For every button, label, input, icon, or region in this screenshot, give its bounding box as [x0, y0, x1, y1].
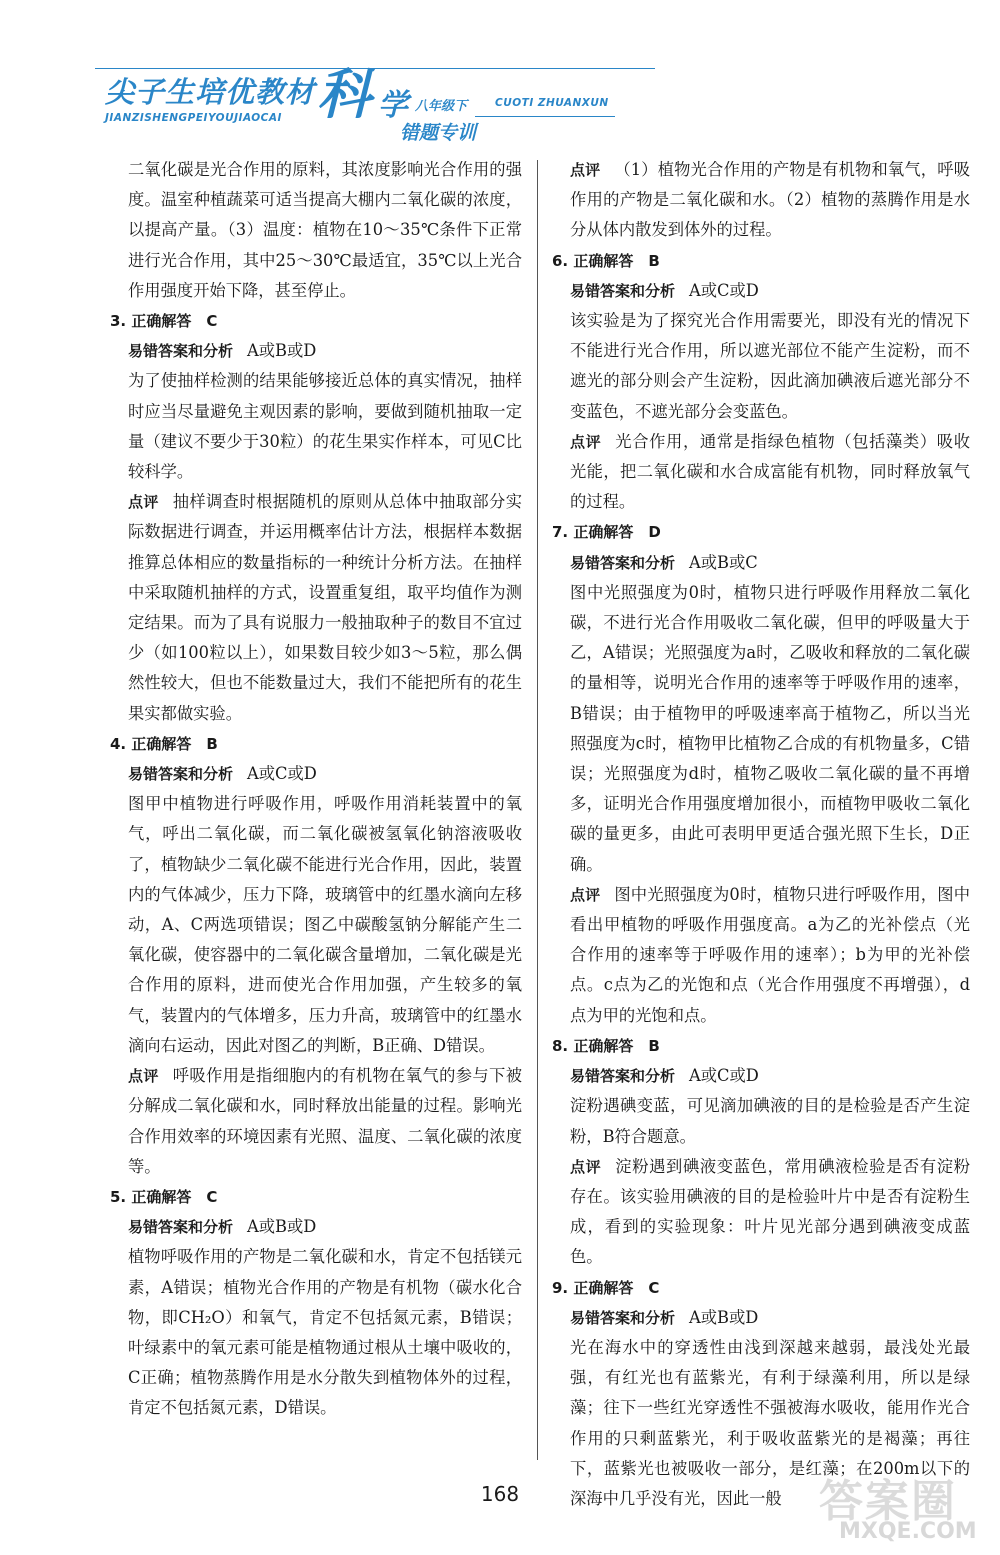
answer-value: B	[648, 1036, 660, 1055]
paragraph-label: 点评	[570, 161, 601, 179]
paragraph-text: A或C或D	[689, 280, 759, 300]
question-heading	[110, 1182, 522, 1212]
paragraph-label: 易错答案和分析	[570, 1067, 676, 1086]
book-header	[95, 50, 655, 145]
question-number: 7.	[552, 523, 569, 542]
grade-label: 八年级下	[415, 99, 468, 114]
explanation-paragraph: 植物呼吸作用的产物是二氧化碳和水，肯定不包括镁元素，A错误；植物光合作用的产物是有机物（碳水化合物，即CH₂O）和氧气，肯定不包括氮元素，B错误；叶绿素中的氧元素可能是植物通过根从土壤中吸收的，C正确；植物蒸腾作用是水分散失到植物体外的过程，肯定不包括氮元素，D错误。	[128, 1247, 522, 1418]
question-number: 9.	[552, 1278, 569, 1297]
paragraph-label: 易错答案和分析	[570, 1308, 676, 1327]
explanation-paragraph: 图甲中植物进行呼吸作用，呼吸作用消耗装置中的氧气，呼出二氧化碳，而二氧化碳被氢氧化钠溶液吸收了，植物缺少二氧化碳不能进行光合作用，因此，装置内的气体减少，压力下降，玻璃管中的红墨水滴向左移动，A、C两选项错误；图乙中碳酸氢钠分解能产生二氧化碳，使容器中的二氧化碳含量增加，二氧化碳是光合作用的原料，进而使光合作用加强，产生较多的氧气，装置内的气体增多，压力升高，玻璃管中的红墨水滴向右运动，因此对图乙的判断，B正确、D错误。	[128, 794, 522, 1055]
right-column	[552, 155, 970, 1514]
question-number: 6.	[552, 251, 569, 270]
answer-value: C	[206, 312, 218, 331]
paragraph-label: 易错答案和分析	[128, 342, 234, 361]
question-number: 4.	[110, 734, 127, 753]
paragraph-text: A或B或D	[689, 1307, 759, 1327]
answer-value: B	[206, 734, 218, 753]
column-divider	[537, 160, 538, 1460]
page-number: 168	[480, 1482, 520, 1506]
topic-title: 错题专训	[400, 122, 477, 144]
paragraph-text: 淀粉遇到碘液变蓝色，常用碘液检验是否有淀粉存在。该实验用碘液的目的是检验叶片中是否有淀粉生成，看到的实验现象：叶片见光部分遇到碘液变成蓝色。	[570, 1156, 970, 1267]
error-analysis-line	[552, 548, 970, 578]
comment-paragraph	[552, 880, 970, 1031]
error-analysis-line	[552, 1061, 970, 1091]
answer-label: 正确解答	[126, 734, 207, 753]
error-analysis-line	[110, 1212, 522, 1242]
left-column	[110, 155, 522, 1424]
answer-label: 正确解答	[568, 1036, 649, 1055]
paragraph-text: 光合作用，通常是指绿色植物（包括藻类）吸收光能，把二氧化碳和水合成富能有机物，同时释放氧气的过程。	[570, 431, 970, 512]
question-heading	[552, 517, 970, 547]
answer-value: B	[648, 251, 660, 270]
comment-paragraph	[552, 1152, 970, 1273]
question-heading	[552, 246, 970, 276]
answer-label: 正确解答	[568, 523, 649, 542]
paragraph-text: A或B或D	[247, 341, 317, 361]
question-number: 3.	[110, 312, 127, 331]
paragraph-label: 易错答案和分析	[128, 1218, 234, 1237]
question-heading	[552, 1273, 970, 1303]
error-analysis-line	[552, 1303, 970, 1333]
answer-label: 正确解答	[568, 251, 649, 270]
question-heading	[110, 306, 522, 336]
comment-paragraph	[110, 1061, 522, 1182]
answer-label: 正确解答	[568, 1278, 649, 1297]
question-heading	[110, 729, 522, 759]
paragraph-text: A或C或D	[247, 764, 317, 784]
explanation-paragraph: 光在海水中的穿透性由浅到深越来越弱，最浅处光最强，有红光也有蓝紫光，有利于绿藻利用，所以是绿藻；往下一些红光穿透性不强被海水吸收，能用作光合作用的只剩蓝紫光，利于吸收蓝紫光的是褐藻；再往下，蓝紫光也被吸收一部分，是红藻；在200m以下的深海中几乎没有光，因此一般	[570, 1337, 970, 1508]
question-heading	[552, 1031, 970, 1061]
paragraph-label: 易错答案和分析	[570, 281, 676, 300]
topic-pinyin: CUOTI ZHUANXUN	[495, 97, 609, 109]
answer-value: C	[648, 1278, 660, 1297]
comment-paragraph	[110, 487, 522, 729]
paragraph-label: 易错答案和分析	[128, 765, 234, 784]
subject-logo: 科	[317, 62, 371, 126]
paragraph-label: 点评	[128, 493, 159, 512]
header-rule-bottom	[475, 116, 615, 117]
answer-value: D	[648, 523, 661, 542]
paragraph-text: 图中光照强度为0时，植物只进行呼吸作用，图中看出甲植物的呼吸作用强度高。a为乙的光补偿点（光合作用的速率等于呼吸作用的速率）；b为甲的光补偿点。c点为乙的光饱和点（光合作用强度不再增强），d点为甲的光饱和点。	[570, 884, 970, 1025]
watermark-text: 答案圈	[819, 1476, 957, 1527]
paragraph-text: A或B或C	[689, 552, 758, 572]
error-analysis-line	[552, 276, 970, 306]
explanation-paragraph: 图中光照强度为0时，植物只进行呼吸作用释放二氧化碳，不进行光合作用吸收二氧化碳，但甲的呼吸量大于乙，A错误；光照强度为a时，乙吸收和释放的二氧化碳的量相等，说明光合作用的速率等于呼吸作用的速率，B错误；由于植物甲的呼吸速率高于植物乙，所以当光照强度为c时，植物甲比植物乙合成的有机物量多，C错误；光照强度为d时，植物乙吸收二氧化碳的量不再增多，证明光合作用强度增加很小，而植物甲吸收二氧化碳的量更多，由此可表明甲更适合强光照下生长，D正确。	[570, 582, 970, 874]
explanation-paragraph: 淀粉遇碘变蓝，可见滴加碘液的目的是检验是否产生淀粉，B符合题意。	[570, 1096, 970, 1146]
answer-value: C	[206, 1187, 218, 1206]
series-pinyin: JIANZISHENGPEIYOUJIAOCAI	[105, 112, 282, 124]
explanation-paragraph: 二氧化碳是光合作用的原料，其浓度影响光合作用的强度。温室种植蔬菜可适当提高大棚内二氧化碳的浓度，以提高产量。（3）温度：植物在10～35℃条件下正常进行光合作用，其中25～30℃最适宜，35℃以上光合作用强度开始下降，甚至停止。	[128, 160, 522, 300]
paragraph-label: 点评	[128, 1067, 159, 1086]
paragraph-label: 易错答案和分析	[570, 553, 676, 572]
header-rule-top	[95, 68, 655, 69]
answer-label: 正确解答	[126, 1187, 207, 1206]
paragraph-label: 点评	[570, 885, 601, 904]
watermark	[805, 1465, 985, 1550]
explanation-paragraph: 该实验是为了探究光合作用需要光，即没有光的情况下不能进行光合作用，所以遮光部位不能产生淀粉，而不遮光的部分则会产生淀粉，因此滴加碘液后遮光部分不变蓝色，不遮光部分会变蓝色。	[570, 311, 970, 421]
paragraph-label: 点评	[570, 432, 602, 451]
paragraph-text: A或C或D	[689, 1066, 759, 1086]
paragraph-label: 点评	[570, 1157, 602, 1176]
explanation-paragraph: 为了使抽样检测的结果能够接近总体的真实情况，抽样时应当尽量避免主观因素的影响，要做到随机抽取一定量（建议不要少于30粒）的花生果实作样本，可见C比较科学。	[128, 371, 522, 482]
comment-paragraph	[552, 427, 970, 518]
paragraph-text: （1）植物光合作用的产物是有机物和氧气，呼吸作用的产物是二氧化碳和水。（2）植物的蒸腾作用是水分从体内散发到体外的过程。	[570, 160, 970, 240]
question-number: 8.	[552, 1036, 569, 1055]
subject-logo-2: 学	[378, 88, 408, 123]
series-title: 尖子生培优教材	[105, 75, 316, 109]
paragraph-text: 呼吸作用是指细胞内的有机物在氧气的参与下被分解成二氧化碳和水，同时释放出能量的过程。影响光合作用效率的环境因素有光照、温度、二氧化碳的浓度等。	[128, 1066, 522, 1176]
paragraph-text: A或B或D	[247, 1217, 317, 1237]
comment-paragraph	[552, 155, 970, 246]
paragraph-text: 抽样调查时根据随机的原则从总体中抽取部分实际数据进行调查，并运用概率估计方法，根据样本数据推算总体相应的数量指标的一种统计分析方法。在抽样中采取随机抽样的方式，设置重复组，取平均值作为测定结果。而为了具有说服力一般抽取种子的数目不宜过少（如100粒以上），如果数目较少如3～5粒，那么偶然性较大，但也不能数量过大，我们不能把所有的花生果实都做实验。	[128, 492, 522, 723]
error-analysis-line	[110, 759, 522, 789]
answer-label: 正确解答	[126, 312, 207, 331]
error-analysis-line	[110, 336, 522, 366]
question-number: 5.	[110, 1187, 127, 1206]
watermark-url: MXQE.COM	[839, 1519, 977, 1544]
